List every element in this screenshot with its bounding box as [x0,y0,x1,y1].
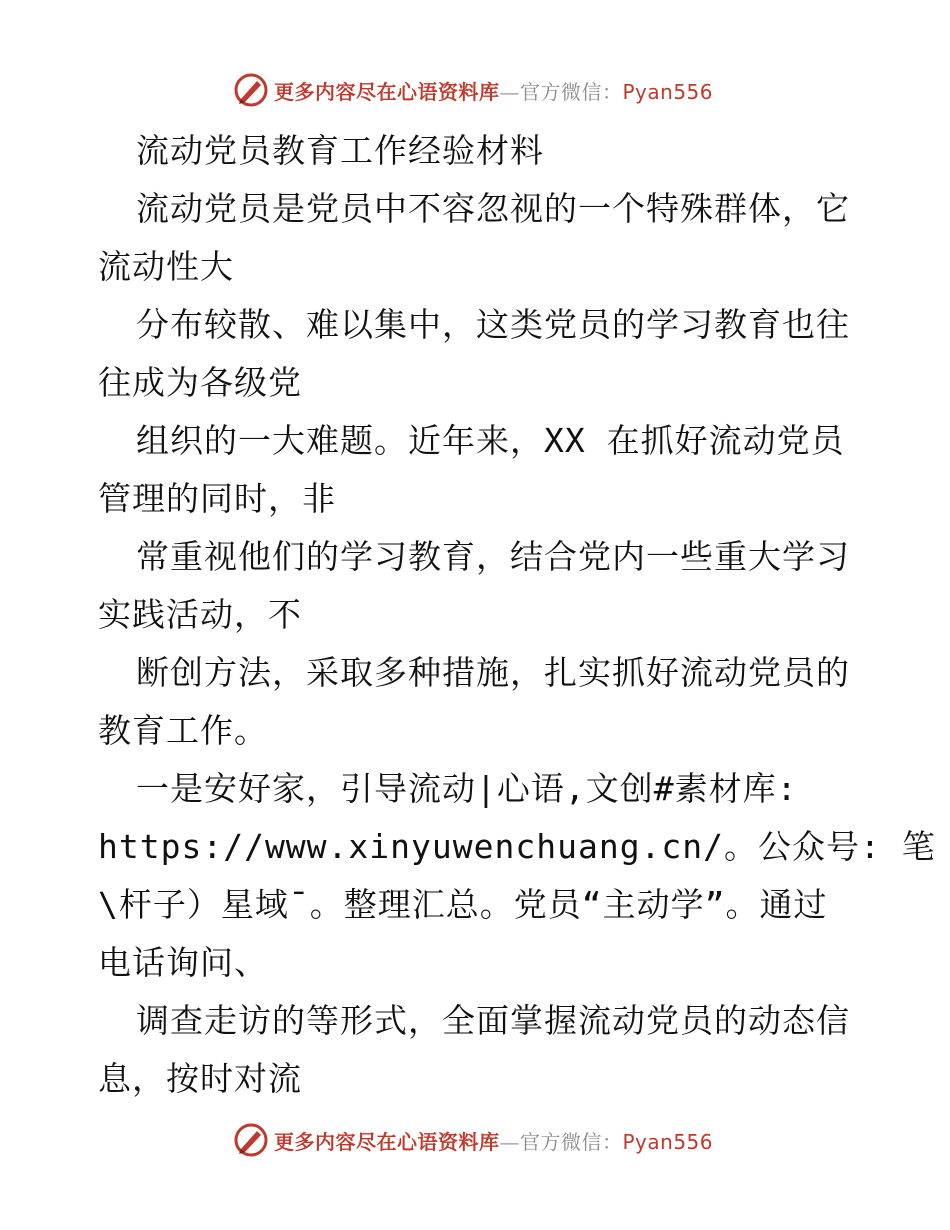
document-body [98,122,936,1108]
text-line: 组织的一大难题。近年来，XX 在抓好流动党员 [136,421,845,460]
footer-banner [0,1120,950,1160]
text-line: \杆子）星域¯。整理汇总。党员“主动学”。通过 [98,885,828,924]
text-line: 往成为各级党 [98,363,302,402]
text-line: 分布较散、难以集中，这类党员的学习教育也往 [136,305,850,344]
document-title: 流动党员教育工作经验材料 [136,131,544,170]
text-line: https://www.xinyuwenchuang.cn/。公众号: 笔 [98,827,936,866]
banner-text: 更多内容尽在心语资料库—官方微信：Pyan556 [274,80,714,104]
text-line: 流动性大 [98,247,234,286]
text-line: 调查走访的等形式，全面掌握流动党员的动态信 [136,1001,850,1040]
banner-text: 更多内容尽在心语资料库—官方微信：Pyan556 [274,1130,714,1154]
pen-circle-icon [233,1122,269,1158]
text-line: 教育工作。 [98,711,268,750]
text-line: 流动党员是党员中不容忽视的一个特殊群体，它 [136,189,850,228]
text-line: 电话询问、 [98,943,268,982]
pen-circle-icon [233,72,269,108]
header-banner [0,70,950,110]
text-line: 一是安好家，引导流动|心语,文创#素材库: [136,769,798,808]
text-line: 息，按时对流 [98,1059,302,1098]
text-line: 实践活动，不 [98,595,302,634]
text-line: 管理的同时，非 [98,479,336,518]
text-line: 断创方法，采取多种措施，扎实抓好流动党员的 [136,653,850,692]
text-line: 常重视他们的学习教育，结合党内一些重大学习 [136,537,850,576]
